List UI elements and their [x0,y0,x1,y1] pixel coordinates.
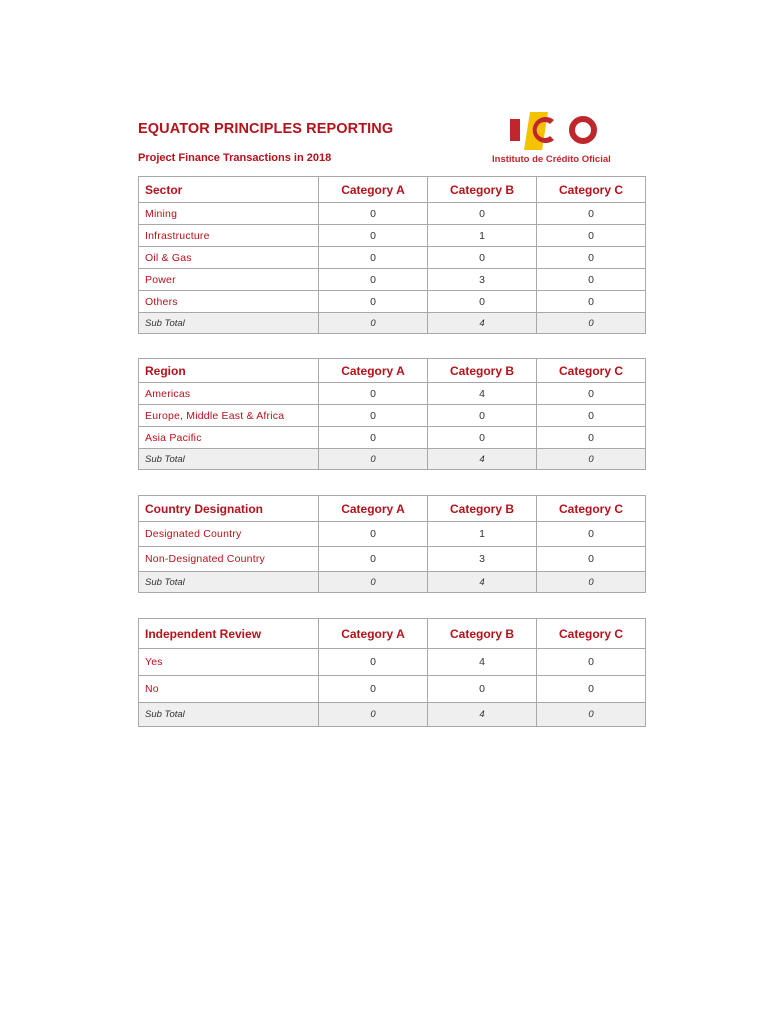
cell-value: 0 [428,203,537,225]
subtotal-value: 4 [428,572,537,593]
subtotal-value: 4 [428,449,537,470]
cell-value: 0 [319,269,428,291]
table-row [139,649,646,676]
table-row [139,676,646,703]
cell-value: 0 [428,291,537,313]
cell-value: 0 [319,247,428,269]
cell-value: 0 [319,203,428,225]
cell-value: 0 [319,225,428,247]
subtotal-value: 0 [319,703,428,727]
cell-value: 0 [537,247,646,269]
subtotal-value: 0 [319,572,428,593]
table-header-row [139,496,646,522]
cell-value: 0 [537,291,646,313]
row-label: Yes [139,649,319,676]
subtotal-row [139,449,646,470]
table-row [139,291,646,313]
sector-table [138,176,646,334]
cell-value: 0 [537,203,646,225]
report-title: EQUATOR PRINCIPLES REPORTING [138,121,394,137]
column-header: Category B [428,177,537,203]
table-row [139,203,646,225]
row-label: Infrastructure [139,225,319,247]
cell-value: 0 [319,522,428,547]
column-header: Category A [319,619,428,649]
row-label: Europe, Middle East & Africa [139,405,319,427]
cell-value: 4 [428,649,537,676]
subtotal-label: Sub Total [139,449,319,470]
cell-value: 0 [537,405,646,427]
subtotal-row [139,313,646,334]
logo-wordmark: Instituto de Crédito Oficial [492,154,611,165]
cell-value: 1 [428,522,537,547]
report-subtitle: Project Finance Transactions in 2018 [138,152,332,164]
table-header-row [139,177,646,203]
column-header: Category C [537,496,646,522]
row-label: Mining [139,203,319,225]
column-header: Category C [537,177,646,203]
cell-value: 0 [319,547,428,572]
cell-value: 0 [319,405,428,427]
column-header: Independent Review [139,619,319,649]
cell-value: 0 [428,427,537,449]
cell-value: 0 [319,291,428,313]
cell-value: 1 [428,225,537,247]
cell-value: 4 [428,383,537,405]
table-header-row [139,359,646,383]
cell-value: 0 [428,247,537,269]
cell-value: 3 [428,547,537,572]
cell-value: 3 [428,269,537,291]
table-row [139,405,646,427]
row-label: Non-Designated Country [139,547,319,572]
subtotal-value: 0 [537,313,646,334]
region-table [138,358,646,470]
table-row [139,547,646,572]
table-row [139,427,646,449]
country-designation-table [138,495,646,593]
subtotal-value: 0 [537,572,646,593]
cell-value: 0 [537,522,646,547]
subtotal-label: Sub Total [139,313,319,334]
cell-value: 0 [428,676,537,703]
ico-logo [490,106,624,168]
column-header: Category A [319,177,428,203]
table-row [139,522,646,547]
column-header: Category B [428,619,537,649]
cell-value: 0 [537,225,646,247]
column-header: Sector [139,177,319,203]
subtotal-label: Sub Total [139,572,319,593]
table-row [139,247,646,269]
cell-value: 0 [537,547,646,572]
subtotal-value: 0 [537,449,646,470]
cell-value: 0 [319,649,428,676]
cell-value: 0 [428,405,537,427]
subtotal-label: Sub Total [139,703,319,727]
column-header: Category C [537,359,646,383]
row-label: No [139,676,319,703]
cell-value: 0 [319,676,428,703]
row-label: Others [139,291,319,313]
table-row [139,269,646,291]
subtotal-value: 0 [319,313,428,334]
subtotal-row [139,703,646,727]
row-label: Oil & Gas [139,247,319,269]
table-header-row [139,619,646,649]
row-label: Asia Pacific [139,427,319,449]
cell-value: 0 [319,427,428,449]
column-header: Category A [319,359,428,383]
column-header: Category C [537,619,646,649]
table-row [139,225,646,247]
subtotal-row [139,572,646,593]
cell-value: 0 [537,427,646,449]
row-label: Power [139,269,319,291]
column-header: Category B [428,359,537,383]
cell-value: 0 [319,383,428,405]
subtotal-value: 0 [319,449,428,470]
column-header: Region [139,359,319,383]
cell-value: 0 [537,676,646,703]
subtotal-value: 4 [428,313,537,334]
subtotal-value: 0 [537,703,646,727]
column-header: Category B [428,496,537,522]
column-header: Category A [319,496,428,522]
row-label: Americas [139,383,319,405]
subtotal-value: 4 [428,703,537,727]
independent-review-table [138,618,646,727]
cell-value: 0 [537,383,646,405]
table-row [139,383,646,405]
row-label: Designated Country [139,522,319,547]
column-header: Country Designation [139,496,319,522]
cell-value: 0 [537,269,646,291]
cell-value: 0 [537,649,646,676]
ico-logo-mark-icon [490,106,624,156]
